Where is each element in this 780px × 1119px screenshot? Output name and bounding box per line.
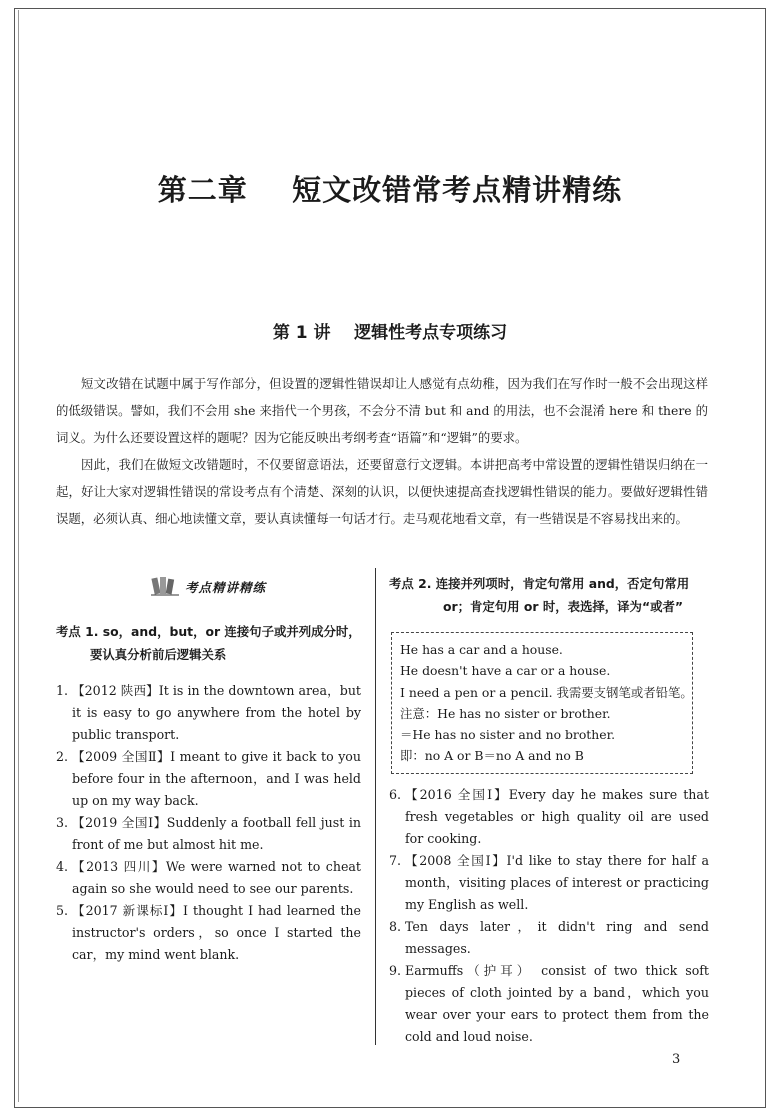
example-line: He doesn't have a car or a house.	[400, 663, 611, 679]
kaodian-1-line2: 要认真分析前后逻辑关系	[90, 647, 227, 662]
exercise-item	[56, 680, 361, 746]
books-icon	[151, 574, 179, 600]
exercise-number: 4.	[56, 859, 69, 874]
chapter-title: 第二章 短文改错常考点精讲精练	[157, 173, 623, 207]
exercise-text: 【2019 全国Ⅰ】Suddenly a football fell just in front of me but almost hit me.	[72, 815, 361, 852]
exercise-number: 2.	[56, 749, 69, 764]
exercise-text: 【2008 全国Ⅰ】I'd like to stay there for half a month，visiting places of interest or practicing my English as well.	[405, 852, 709, 912]
exercise-item	[389, 850, 709, 916]
exercise-text: 【2016 全国Ⅰ】Every day he makes sure that fresh vegetables or high quality oil are used for cooking.	[405, 786, 709, 846]
exercise-item	[389, 784, 709, 850]
right-column	[389, 572, 709, 1048]
exercise-text: Earmuffs（护耳） consist of two thick soft pieces of cloth jointed by a band，which you wear over your ears to protect them from the cold and loud noise.	[405, 962, 709, 1044]
banner-label: 考点精讲精练	[184, 580, 266, 595]
kaodian-1-line1: 考点 1. so，and，but，or 连接句子或并列成分时，	[56, 624, 361, 639]
exercise-text: 【2017 新课标Ⅰ】I thought I had learned the instructor's orders，so once I started the car，my mind went blank.	[72, 903, 361, 962]
kaodian-2-line2: or；肯定句用 or 时，表选择，译为“或者”	[443, 599, 684, 614]
right-exercise-list	[389, 784, 709, 1048]
page-number: 3	[672, 1052, 681, 1067]
kaodian-2-heading	[389, 572, 709, 618]
exercise-number: 6.	[389, 786, 402, 802]
exercise-number: 5.	[56, 903, 69, 918]
kaodian-1-heading	[56, 620, 361, 666]
exercise-item	[389, 916, 709, 960]
exercise-number: 7.	[389, 852, 402, 868]
exercise-item	[56, 812, 361, 856]
intro-paragraph: 因此，我们在做短文改错题时，不仅要留意语法，还要留意行文逻辑。本讲把高考中常设置的逻辑性错误归纳在一起，好让大家对逻辑性错误的常设考点有个清楚、深刻的认识，以便快速提高查找逻辑性错误的能力。要做好逻辑性错误题，必须认真、细心地读懂文章，要认真读懂每一句话才行。走马观花地看文章，有一些错误是不容易找出来的。	[56, 457, 708, 526]
exercise-number: 8.	[389, 918, 402, 934]
lecture-title: 第 1 讲 逻辑性考点专项练习	[272, 323, 508, 343]
example-line: ＝He has no sister and no brother.	[400, 727, 616, 743]
exercise-number: 3.	[56, 815, 69, 830]
example-line: 注意：He has no sister or brother.	[400, 705, 611, 721]
intro-section	[56, 370, 708, 532]
example-box	[391, 632, 693, 774]
example-line: He has a car and a house.	[400, 642, 563, 657]
exercise-number: 9.	[389, 962, 402, 978]
section-banner	[56, 572, 361, 602]
intro-paragraph: 短文改错在试题中属于写作部分，但设置的逻辑性错误却让人感觉有点幼稚，因为我们在写作时一般不会出现这样的低级错误。譬如，我们不会用 she 来指代一个男孩，不会分不清 but 和 and 的用法，也不会混淆 here 和 there 的词义。为什么还要设置这样的题呢？因为它能反映出考纲考查“语篇”和“逻辑”的要求。	[56, 376, 708, 445]
exercise-item	[56, 746, 361, 812]
exercise-text: Ten days later，it didn't ring and send messages.	[405, 918, 709, 956]
left-exercise-list	[56, 680, 361, 966]
example-line: 即：no A or B＝no A and no B	[400, 748, 584, 764]
exercise-item	[56, 900, 361, 966]
exercise-item	[56, 856, 361, 900]
exercise-number: 1.	[56, 683, 69, 698]
exercise-text: 【2013 四川】We were warned not to cheat again so she would need to see our parents.	[72, 859, 361, 896]
exercise-item	[389, 960, 709, 1048]
exercise-text: 【2012 陕西】It is in the downtown area，but it is easy to go anywhere from the hotel by public transport.	[72, 683, 361, 742]
column-divider	[375, 568, 376, 1045]
kaodian-2-line1: 考点 2. 连接并列项时，肯定句常用 and，否定句常用	[389, 576, 690, 591]
example-line: I need a pen or a pencil. 我需要支钢笔或者铅笔。	[400, 684, 693, 700]
exercise-text: 【2009 全国Ⅱ】I meant to give it back to you before four in the afternoon，and I was held up on my way back.	[72, 749, 361, 808]
left-column	[56, 572, 361, 966]
